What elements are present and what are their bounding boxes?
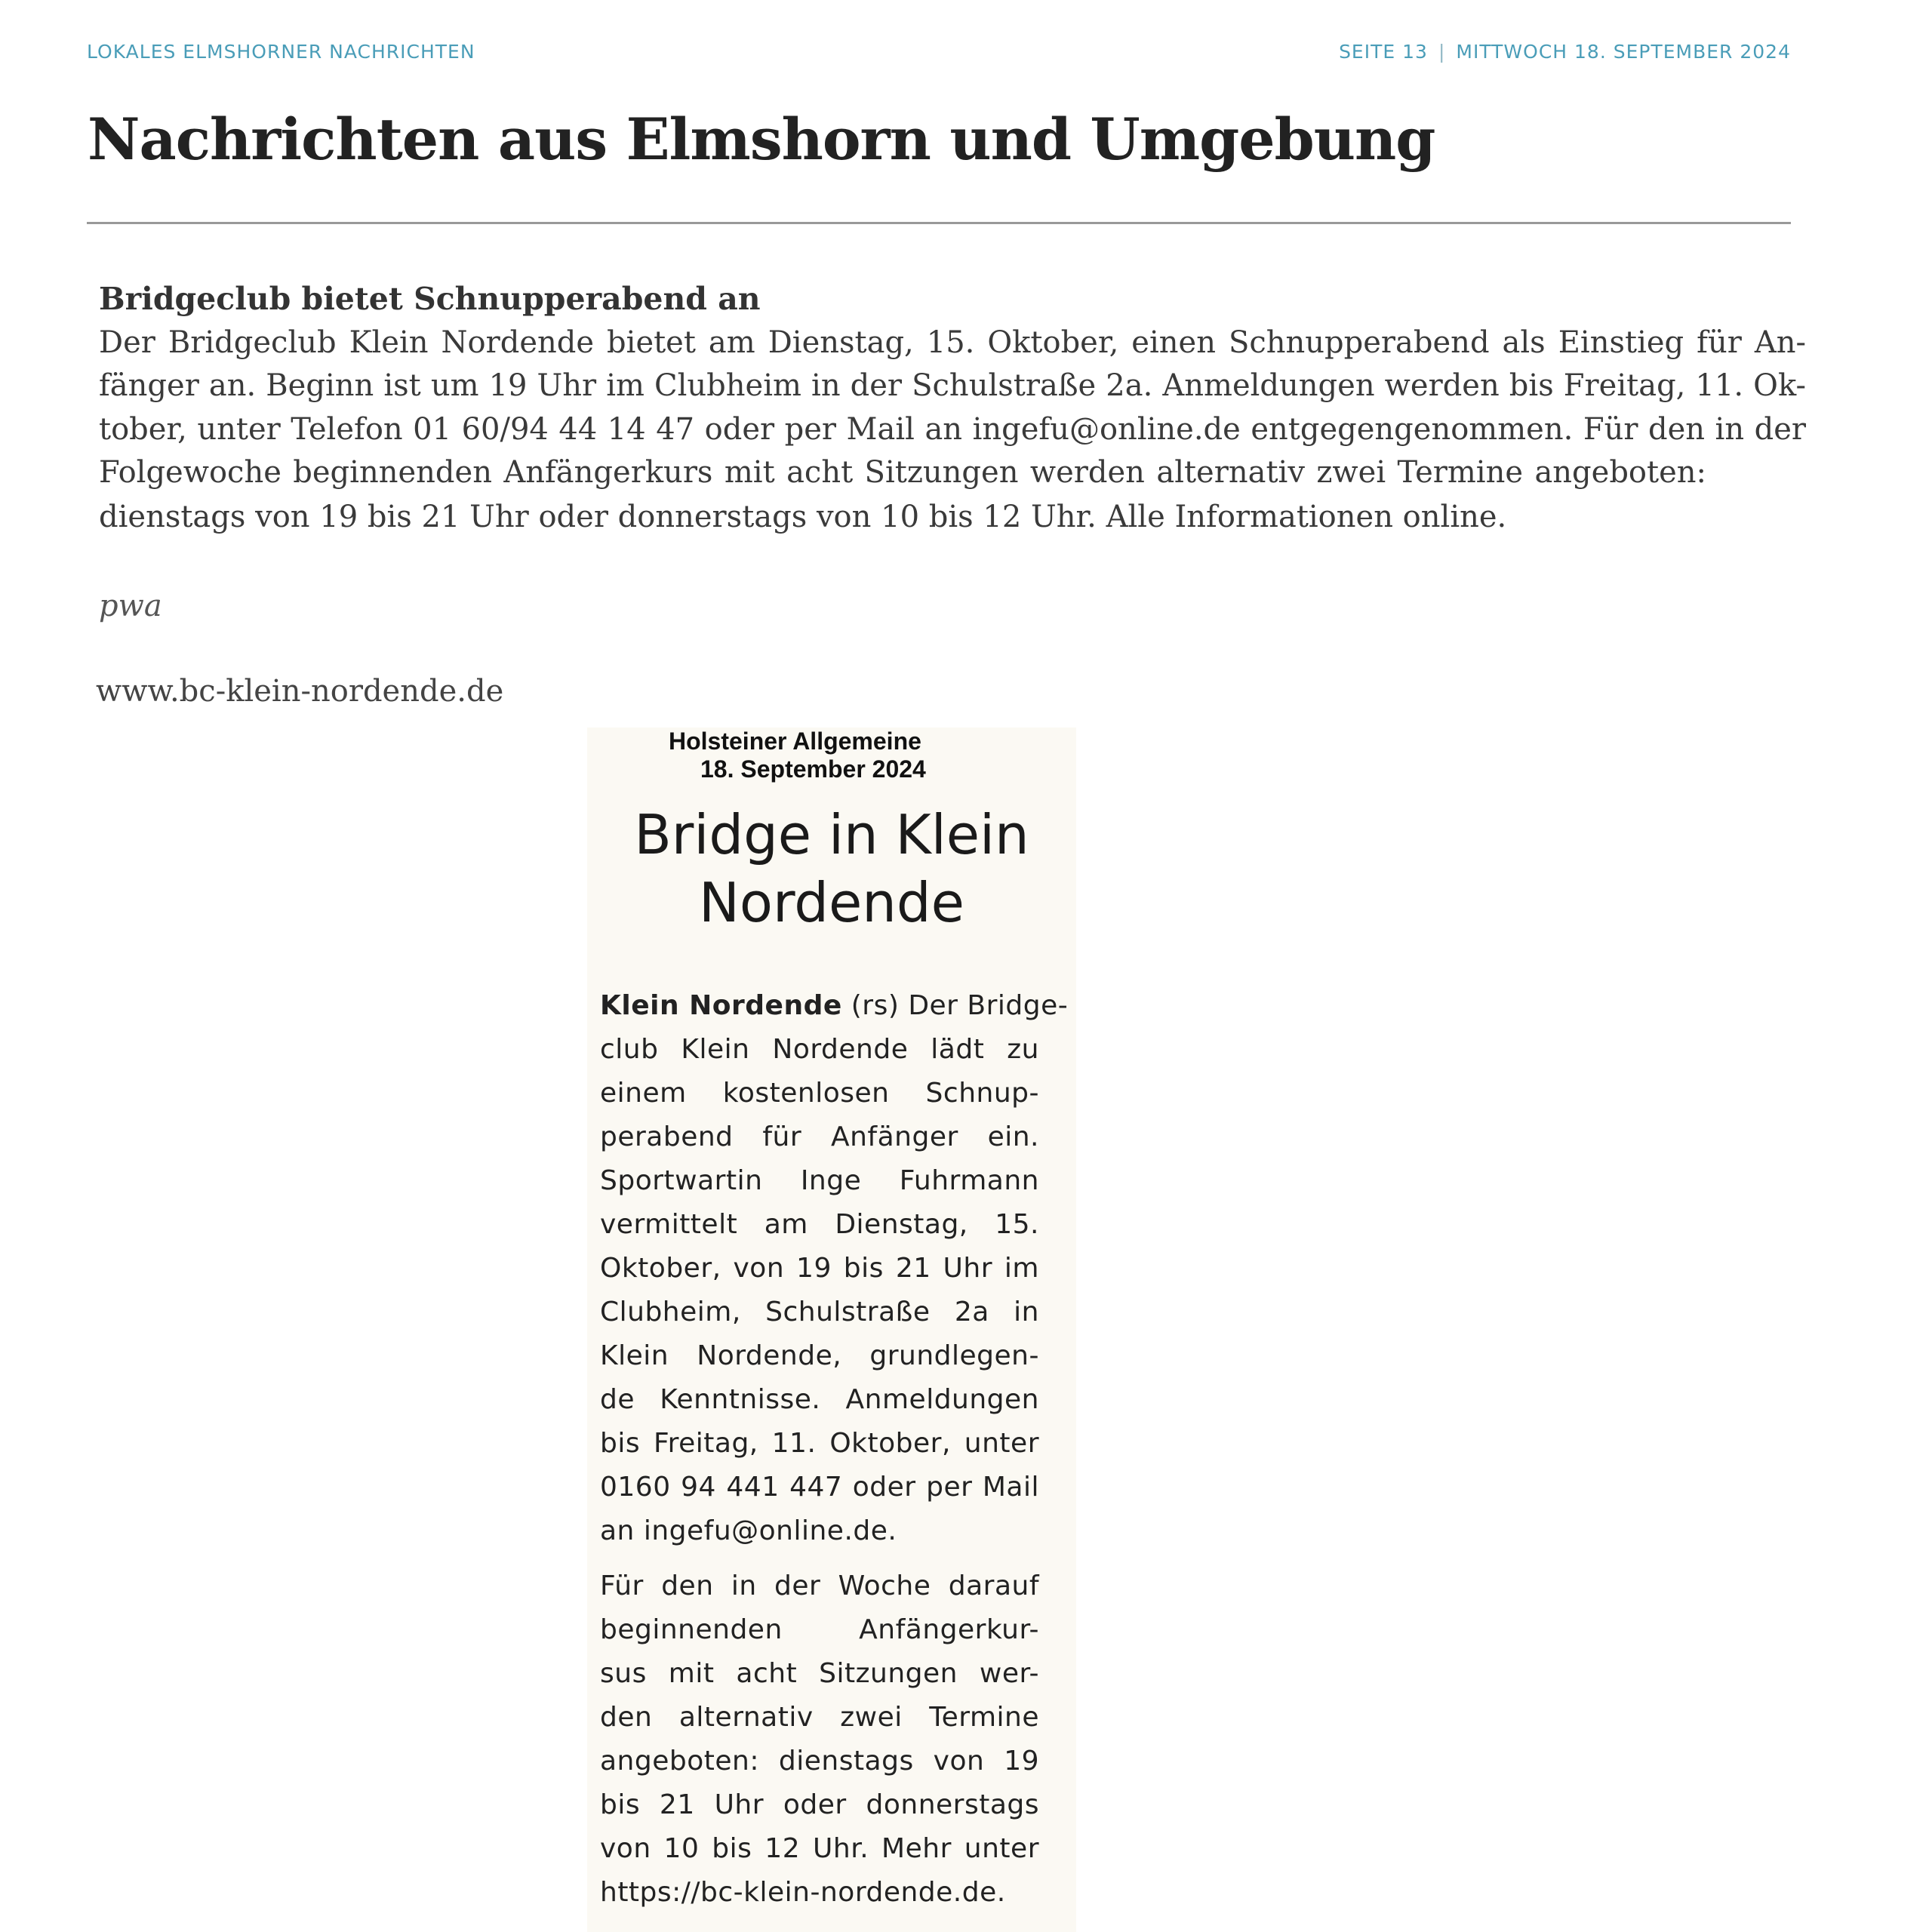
- clipping-line: https://bc-klein-nordende.de.: [600, 1877, 1006, 1908]
- article-line: Folgewoche beginnenden Anfängerkurs mit acht Sitzungen werden alternativ zwei Termine angeboten:: [99, 455, 1706, 490]
- clipping-headline: Nordende: [699, 871, 964, 934]
- clipping-line: vermittelt am Dienstag, 15.: [600, 1209, 1039, 1240]
- page-title: Nachrichten aus Elmshorn und Umgebung: [88, 106, 1435, 173]
- clipping-date: 18. September 2024: [700, 755, 926, 783]
- clipping-line: beginnenden Anfängerkur-: [600, 1614, 1039, 1645]
- clipping-line: an ingefu@online.de.: [600, 1515, 897, 1546]
- clipping-line: sus mit acht Sitzungen wer-: [600, 1658, 1039, 1689]
- page-date-label: [1339, 41, 1791, 63]
- clipping-lead-location: Klein Nordende: [600, 990, 842, 1021]
- clipping-line: club Klein Nordende lädt zu: [600, 1034, 1039, 1065]
- newspaper-clipping: [587, 728, 1076, 1932]
- article-line: dienstags von 19 bis 21 Uhr oder donnerstags von 10 bis 12 Uhr. Alle Informationen online.: [99, 500, 1507, 534]
- clipping-line: bis Freitag, 11. Oktober, unter: [600, 1428, 1039, 1459]
- article-heading: Bridgeclub bietet Schnupperabend an: [99, 281, 761, 317]
- clipping-line: de Kenntnisse. Anmeldungen: [600, 1384, 1039, 1415]
- article-line: tober, unter Telefon 01 60/94 44 14 47 oder per Mail an ingefu@online.de entgegengenommen. Für den in der: [99, 412, 1806, 447]
- clipping-line: bis 21 Uhr oder donnerstags: [600, 1789, 1039, 1820]
- separator: |: [1438, 41, 1446, 63]
- clipping-lead-text: (rs) Der Bridge-: [841, 990, 1069, 1021]
- clipping-line: von 10 bis 12 Uhr. Mehr unter: [600, 1833, 1039, 1864]
- clipping-line: [600, 984, 1069, 1028]
- clipping-line: Sportwartin Inge Fuhrmann: [600, 1165, 1039, 1196]
- clipping-headline: Bridge in Klein: [634, 803, 1029, 866]
- clipping-line: perabend für Anfänger ein.: [600, 1121, 1039, 1152]
- clipping-line: angeboten: dienstags von 19: [600, 1746, 1039, 1777]
- clipping-source: Holsteiner Allgemeine: [669, 728, 921, 755]
- clipping-line: Klein Nordende, grundlegen-: [600, 1340, 1039, 1371]
- clipping-line: Clubheim, Schulstraße 2a in: [600, 1297, 1039, 1327]
- issue-date: MITTWOCH 18. SEPTEMBER 2024: [1456, 41, 1791, 63]
- clipping-line: einem kostenlosen Schnup-: [600, 1078, 1039, 1109]
- page-number: SEITE 13: [1339, 41, 1428, 63]
- section-label: LOKALES ELMSHORNER NACHRICHTEN: [87, 41, 475, 63]
- clipping-line: Oktober, von 19 bis 21 Uhr im: [600, 1253, 1039, 1284]
- article-line: fänger an. Beginn ist um 19 Uhr im Clubheim in der Schulstraße 2a. Anmeldungen werden bis Freitag, 11. Ok-: [99, 368, 1806, 403]
- divider: [87, 222, 1791, 224]
- article-line: Der Bridgeclub Klein Nordende bietet am Dienstag, 15. Oktober, einen Schnupperabend als Einstieg für An-: [99, 325, 1806, 360]
- clipping-line: 0160 94 441 447 oder per Mail: [600, 1472, 1039, 1503]
- clipping-line: Für den in der Woche darauf: [600, 1571, 1039, 1601]
- article-author: pwa: [99, 589, 162, 623]
- article-url[interactable]: www.bc-klein-nordende.de: [96, 674, 504, 709]
- clipping-line: den alternativ zwei Termine: [600, 1702, 1039, 1733]
